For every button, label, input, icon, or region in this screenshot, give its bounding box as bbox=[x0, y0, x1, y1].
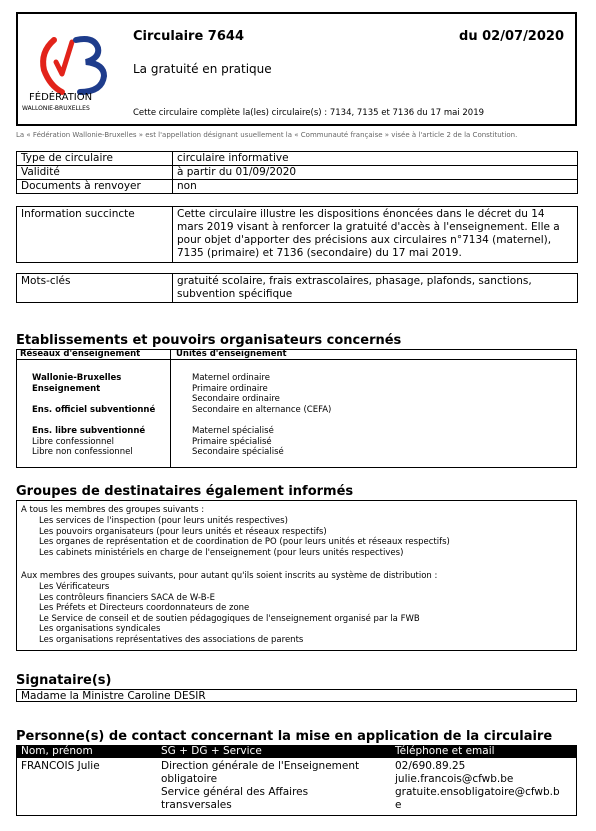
documents-label: Documents à renvoyer bbox=[17, 180, 173, 194]
establishments-title: Etablissements et pouvoirs organisateurs concernés bbox=[16, 333, 402, 348]
contact-title: Personne(s) de contact concernant la mise en application de la circulaire bbox=[16, 729, 553, 744]
contact-email-2[interactable]: gratuite.ensobligatoire@cfwb.b bbox=[395, 786, 560, 798]
validity-label: Validité bbox=[17, 166, 173, 180]
contact-col-service: SG + DG + Service bbox=[161, 745, 262, 757]
unit-item: Secondaire ordinaire bbox=[192, 394, 280, 404]
col-networks: Réseaux d'enseignement bbox=[20, 349, 141, 359]
table-row bbox=[17, 274, 578, 303]
contact-col-phone: Téléphone et email bbox=[395, 745, 495, 757]
list-item: Les pouvoirs organisateurs (pour leurs unités et réseaux respectifs) bbox=[39, 526, 327, 537]
circular-complement: Cette circulaire complète la(les) circulaire(s) : 7134, 7135 et 7136 du 17 mai 2019 bbox=[133, 108, 485, 118]
unit-item: Primaire spécialisé bbox=[192, 436, 272, 447]
summary-table bbox=[16, 206, 578, 263]
type-value: circulaire informative bbox=[173, 152, 578, 166]
contact-name: FRANCOIS Julie bbox=[21, 760, 100, 772]
summary-label: Information succincte bbox=[17, 207, 173, 263]
disclaimer: La « Fédération Wallonie-Bruxelles » est l'appellation désignant usuellement la « Communauté française » visée à l'article 2 de la Constitution. bbox=[16, 131, 518, 139]
contact-col-name: Nom, prénom bbox=[21, 745, 93, 757]
documents-value: non bbox=[173, 180, 578, 194]
network-item: Libre non confessionnel bbox=[32, 447, 133, 457]
signatory-name: Madame la Ministre Caroline DESIR bbox=[16, 689, 577, 702]
contact-details bbox=[395, 760, 560, 812]
network-item: Ens. officiel subventionné bbox=[32, 405, 156, 415]
contact-phone: 02/690.89.25 bbox=[395, 760, 466, 772]
circular-subtitle: La gratuité en pratique bbox=[133, 62, 272, 76]
fwb-logo bbox=[24, 22, 124, 122]
recipients-group1 bbox=[39, 516, 450, 558]
table-row bbox=[17, 180, 578, 194]
signatory-title: Signataire(s) bbox=[16, 673, 112, 688]
list-item: Les Préfets et Directeurs coordonnateurs de zone bbox=[39, 603, 250, 613]
establishments-header bbox=[16, 349, 577, 360]
summary-value: Cette circulaire illustre les dispositions énoncées dans le décret du 14 mars 2019 visant à renforcer la gratuité d'accès à l'enseignement. Elle a pour objet d'apporter des précisions aux circulaires n°7134 (maternel), 7135 (primaire) et 7136 (secondaire) du 17 mai 2019. bbox=[173, 207, 578, 263]
contact-email-2-end[interactable]: e bbox=[395, 799, 402, 811]
list-item: Les services de l'inspection (pour leurs unités respectives) bbox=[39, 516, 288, 526]
unit-item: Maternel spécialisé bbox=[192, 426, 274, 436]
service-line: Service général des Affaires bbox=[161, 786, 309, 798]
contact-email[interactable]: julie.francois@cfwb.be bbox=[395, 773, 514, 785]
list-item: Les organes de représentation et de coordination de PO (pour leurs unités et réseaux respectifs) bbox=[39, 537, 450, 547]
recipients-title: Groupes de destinataires également informés bbox=[16, 484, 354, 499]
networks-list-2 bbox=[32, 426, 145, 458]
recipients-group2 bbox=[39, 582, 420, 645]
list-item: Les Vérificateurs bbox=[39, 582, 110, 592]
validity-value: à partir du 01/09/2020 bbox=[173, 166, 578, 180]
list-item: Les contrôleurs financiers SACA de W-B-E bbox=[39, 592, 215, 603]
recipients-intro2: Aux membres des groupes suivants, pour autant qu'ils soient inscrits au système de distribution : bbox=[21, 571, 438, 581]
establishments-divider bbox=[170, 349, 171, 468]
circular-date: du 02/07/2020 bbox=[459, 29, 564, 44]
keywords-table bbox=[16, 273, 578, 303]
networks-list bbox=[32, 373, 121, 394]
contact-service bbox=[161, 760, 359, 812]
type-label: Type de circulaire bbox=[17, 152, 173, 166]
logo-line2: WALLONIE-BRUXELLES bbox=[22, 105, 90, 112]
service-line: transversales bbox=[161, 799, 232, 811]
network-item: Wallonie-Bruxelles bbox=[32, 373, 122, 383]
list-item: Le Service de conseil et de soutien pédagogiques de l'enseignement organisé par la FWB bbox=[39, 613, 420, 624]
unit-item: Primaire ordinaire bbox=[192, 383, 268, 394]
table-row bbox=[17, 166, 578, 180]
table-row bbox=[17, 207, 578, 263]
list-item: Les organisations syndicales bbox=[39, 624, 161, 634]
units-list-2 bbox=[192, 426, 284, 458]
network-item: Ens. libre subventionné bbox=[32, 426, 146, 436]
info-table bbox=[16, 151, 578, 194]
service-line: Direction générale de l'Enseignement bbox=[161, 760, 360, 772]
list-item: Les cabinets ministériels en charge de l'enseignement (pour leurs unités respectives) bbox=[39, 547, 404, 558]
list-item: Les organisations représentatives des associations de parents bbox=[39, 634, 304, 645]
network-item: Libre confessionnel bbox=[32, 436, 114, 447]
unit-item: Secondaire en alternance (CEFA) bbox=[192, 404, 332, 415]
network-item: Enseignement bbox=[32, 383, 101, 394]
recipients-intro1: A tous les membres des groupes suivants : bbox=[21, 505, 205, 515]
table-row bbox=[17, 152, 578, 166]
unit-item: Maternel ordinaire bbox=[192, 373, 270, 383]
service-line: obligatoire bbox=[161, 773, 218, 785]
col-units: Unités d'enseignement bbox=[176, 349, 287, 359]
unit-item: Secondaire spécialisé bbox=[192, 447, 284, 457]
keywords-value: gratuité scolaire, frais extrascolaires, phasage, plafonds, sanctions, subvention spécifique bbox=[173, 274, 578, 303]
keywords-label: Mots-clés bbox=[17, 274, 173, 303]
logo-line1: FÉDÉRATION bbox=[29, 92, 93, 103]
units-list bbox=[192, 373, 331, 415]
circular-title: Circulaire 7644 bbox=[133, 29, 244, 44]
